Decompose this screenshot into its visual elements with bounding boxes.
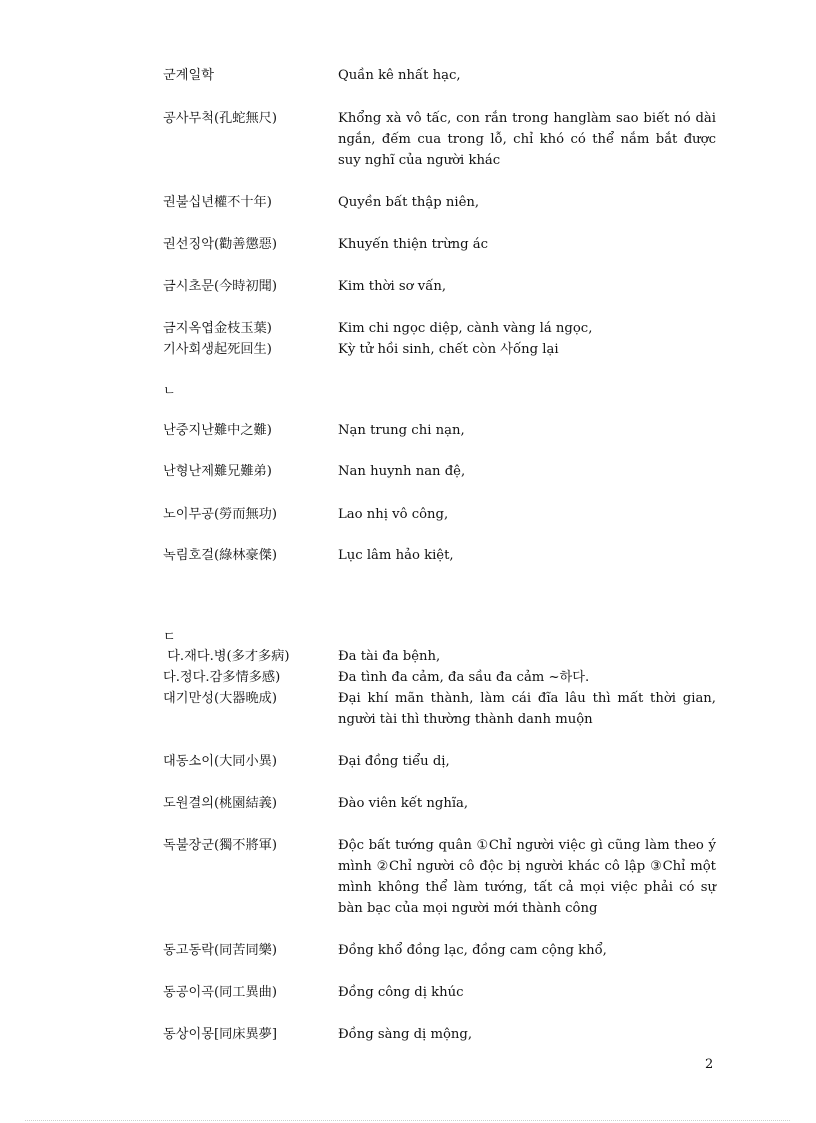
entry-term: 녹림호걸(綠林豪傑) xyxy=(163,548,277,563)
entry-kim-thoi-so-van xyxy=(163,276,723,297)
entry-nan-trung-chi-nan xyxy=(163,420,723,441)
entry-ky-tu-hoi-sinh xyxy=(163,339,723,360)
entry-nan-huynh-nan-de xyxy=(163,461,723,482)
entry-definition: Nạn trung chi nạn, xyxy=(338,423,465,438)
entry-doc-bat-tuong-quan xyxy=(163,835,723,919)
entry-term: 권불십년權不十年) xyxy=(163,195,272,210)
entry-definition: Nan huynh nan đệ, xyxy=(338,464,466,479)
entry-kim-chi-ngoc-diep xyxy=(163,318,723,339)
entry-term: 도원결의(桃園結義) xyxy=(163,796,277,811)
entry-definition: Đồng khổ đồng lạc, đồng cam cộng khổ, xyxy=(338,943,607,958)
entry-dao-vien-ket-nghia xyxy=(163,793,723,814)
entry-definition: Kim chi ngọc diệp, cành vàng lá ngọc, xyxy=(338,321,593,336)
entry-definition: Độc bất tướng quân ①Chỉ người việc gì cũng làm theo ý mình ②Chỉ người cô độc bị người khác cô lập ③Chỉ một mình không thể làm tướng, tất cả mọi việc phải có sự bàn bạc của mọi người mới thành công xyxy=(338,838,716,916)
entry-term: 난중지난難中之難) xyxy=(163,423,272,438)
entry-term: 대기만성(大器晩成) xyxy=(163,691,277,706)
entry-term: 대동소이(大同小異) xyxy=(163,754,277,769)
entry-term: 독불장군(獨不將軍) xyxy=(163,838,277,853)
entry-lao-nhi-vo-cong xyxy=(163,504,723,525)
entry-term: 금지옥엽金枝玉葉) xyxy=(163,321,272,336)
entry-dong-cong-di-khuc xyxy=(163,982,723,1003)
entry-da-tinh-da-cam xyxy=(163,667,723,688)
entry-definition: Đồng công dị khúc xyxy=(338,985,464,1000)
entry-da-tai-da-benh xyxy=(163,646,723,667)
entry-term: 동공이곡(同工異曲) xyxy=(163,985,277,1000)
entry-dai-khi-man-thanh xyxy=(163,688,723,730)
entry-term: 다.재다.병(多才多病) xyxy=(163,649,290,664)
entry-dong-sang-di-mong xyxy=(163,1024,723,1045)
entry-term: 동상이몽[同床異夢] xyxy=(163,1027,277,1042)
entry-definition: Đa tình đa cảm, đa sầu đa cảm ~하다. xyxy=(338,670,590,685)
entry-definition: Quần kê nhất hạc, xyxy=(338,68,461,83)
page-number: 2 xyxy=(705,1057,714,1072)
entry-term: 금시초문(今時初聞) xyxy=(163,279,277,294)
page-bottom-divider xyxy=(25,1120,790,1121)
entry-quyen-bat-thap-nien xyxy=(163,192,723,213)
entry-dong-kho-dong-lac xyxy=(163,940,723,961)
entry-definition: Lao nhị vô công, xyxy=(338,507,449,522)
entry-term: 권선징악(勸善懲惡) xyxy=(163,237,277,252)
entry-quan-ke-nhat-hac xyxy=(163,65,723,86)
entry-definition: Đa tài đa bệnh, xyxy=(338,649,441,664)
entry-definition: Đào viên kết nghĩa, xyxy=(338,796,469,811)
entry-term: 노이무공(勞而無功) xyxy=(163,507,277,522)
entry-term: 동고동락(同苦同樂) xyxy=(163,943,277,958)
entry-dai-dong-tieu-di xyxy=(163,751,723,772)
entry-term: 난형난제難兄難弟) xyxy=(163,464,272,479)
entry-definition: Khổng xà vô tấc, con rắn trong hanglàm sao biết nó dài ngắn, đếm cua trong lỗ, chỉ khó có thể nắm bắt được suy nghĩ của người khác xyxy=(338,111,716,168)
entry-term: 기사회생起死回生) xyxy=(163,342,272,357)
section-heading-nieun: ㄴ xyxy=(163,384,176,399)
entry-definition: Kỳ tử hồi sinh, chết còn 사ống lại xyxy=(338,342,559,357)
entry-term: 군계일학 xyxy=(163,68,214,83)
entry-khuyen-thien-trung-ac xyxy=(163,234,723,255)
entry-definition: Quyền bất thập niên, xyxy=(338,195,480,210)
entry-definition: Đồng sàng dị mộng, xyxy=(338,1027,473,1042)
entry-luc-lam-hao-kiet xyxy=(163,545,723,566)
entry-definition: Kim thời sơ vấn, xyxy=(338,279,447,294)
section-heading-digeut: ㄷ xyxy=(163,630,176,645)
entry-definition: Lục lâm hảo kiệt, xyxy=(338,548,454,563)
entry-term: 공사무척(孔蛇無尺) xyxy=(163,111,277,126)
entry-definition: Đại khí mãn thành, làm cái đĩa lâu thì mất thời gian, người tài thì thường thành danh muộn xyxy=(338,691,716,727)
entry-term: 다.정다.감多情多感) xyxy=(163,670,281,685)
entry-khong-xa-vo-tac xyxy=(163,108,723,171)
entry-definition: Khuyến thiện trừng ác xyxy=(338,237,489,252)
entry-definition: Đại đồng tiểu dị, xyxy=(338,754,450,769)
